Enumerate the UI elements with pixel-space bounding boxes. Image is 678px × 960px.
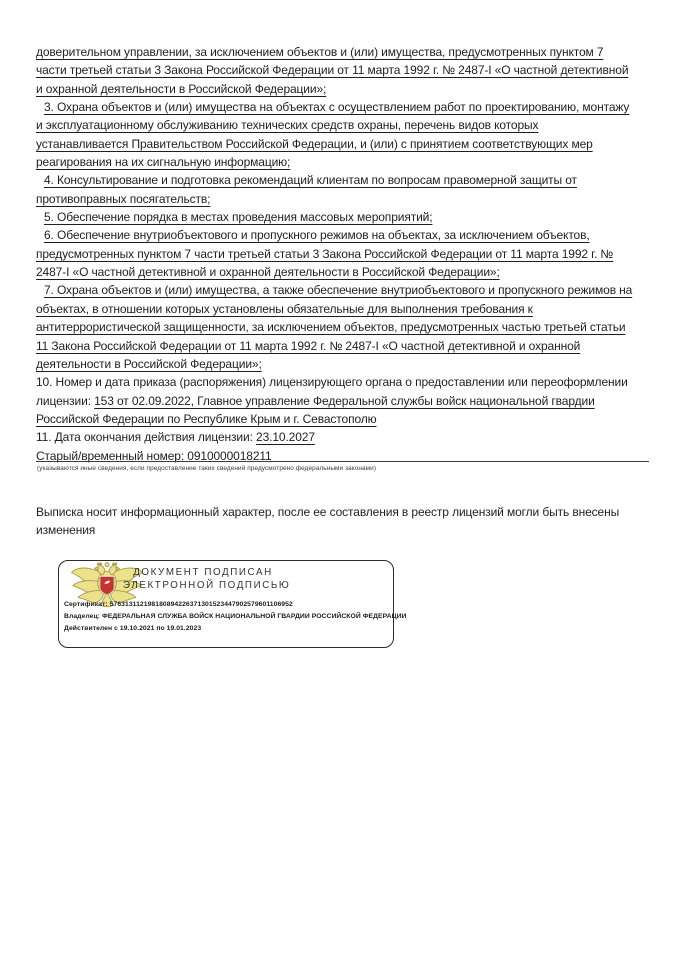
text-line [36,153,650,171]
text-segment: 10. Номер и дата приказа (распоряжения) лицензирующего органа о предоставлении или переоформлении [36,375,628,390]
field-underline-rule [36,461,649,462]
stamp-title-line2: ЭЛЕКТРОННОЙ ПОДПИСЬЮ [123,579,291,591]
text-line [36,410,650,428]
text-segment: предусмотренных пунктом 7 части третьей статьи 3 Закона Российской Федерации от 11 марта 1992 г. № [36,246,614,261]
text-line [36,447,650,465]
text-line [36,355,650,373]
text-segment: 4. Консультирование и подготовка рекомендаций клиентам по вопросам правомерной защиты от [44,173,577,188]
text-segment: 2487-I «О частной детективной и охранной деятельности в Российской Федерации»; [36,265,500,280]
text-line [36,116,650,134]
text-segment: Выписка носит информационный характер, после ее составления в реестр лицензий могли быть внесены [36,505,620,519]
document-lines [36,43,650,465]
text-segment: 11. Дата окончания действия лицензии: [36,430,257,445]
text-line [36,226,650,244]
text-line [36,318,650,336]
text-segment: и охранной деятельности в Российской Федерации»; [36,81,327,96]
electronic-signature-stamp [58,560,407,648]
text-line [36,98,650,116]
validity-text: Действителен с 19.10.2021 по 19.01.2023 [64,625,202,632]
text-segment: объектах, в отношении которых установлены обязательные для выполнения требования к [36,301,533,316]
text-segment: Российской Федерации по Республике Крым и г. Севастополю [36,411,377,426]
validity-line [64,623,390,635]
text-segment: 23.10.2027 [256,430,315,445]
text-line [36,80,650,98]
text-line [36,208,650,226]
text-segment: реагирования на их сигнальную информацию; [36,155,291,170]
text-segment: и эксплуатационному обслуживанию технических средств охраны, перечень видов которых [36,118,539,133]
text-line [36,281,650,299]
text-line [36,373,650,391]
text-segment: части третьей статьи 3 Закона Российской Федерации от 11 марта 1992 г. № 2487-I «О частной детективной [36,63,629,78]
text-line [36,503,650,521]
text-line [36,135,650,153]
owner-value: ФЕДЕРАЛЬНАЯ СЛУЖБА ВОЙСК НАЦИОНАЛЬНОЙ ГВАРДИИ РОССИЙСКОЙ ФЕДЕРАЦИИ [101,613,407,620]
text-line [36,43,650,61]
text-line [36,521,650,539]
text-segment: 6. Обеспечение внутриобъектового и пропускного режимов на объектах, за исключением объектов, [44,228,590,243]
text-line [36,300,650,318]
text-line [36,392,650,410]
text-segment: антитеррористической защищенности, за исключением объектов, предусмотренных частью третьей статьи [36,320,626,335]
text-segment: 3. Охрана объектов и (или) имущества на объектах с осуществлением работ по проектированию, монтажу [44,100,630,115]
text-segment: 7. Охрана объектов и (или) имущества, а также обеспечение внутриобъектового и пропускного режимов на [44,283,633,298]
certificate-label: Сертификат: [64,601,108,608]
text-line [36,190,650,208]
fine-print-caption: (указываются иные сведения, если предоставление таких сведений предусмотрено федеральными законами) [37,465,377,472]
owner-line [64,611,407,623]
text-segment: противоправных посягательств; [36,191,211,206]
text-line [36,61,650,79]
text-segment: лицензии: [36,393,95,408]
certificate-line [64,599,390,611]
owner-label: Владелец: [64,613,101,620]
text-line [36,245,650,263]
text-segment: доверительном управлении, за исключением объектов и (или) имущества, предусмотренных пунктом 7 [36,45,604,59]
text-line [36,263,650,281]
text-line [36,171,650,189]
text-line [36,428,650,446]
text-segment: изменения [36,523,96,538]
note-lines [36,503,650,540]
certificate-value: 576313112198180894226371301523447902579601106952 [109,601,293,608]
text-segment: устанавливается Правительством Российской Федерации, и (или) с принятием соответствующих мер [36,136,593,151]
text-segment: 153 от 02.09.2022, Главное управление Федеральной службы войск национальной гвардии [94,393,595,408]
text-segment: деятельности в Российской Федерации»; [36,356,262,371]
text-segment: 11 Закона Российской Федерации от 11 марта 1992 г. № 2487-I «О частной детективной и охранной [36,338,581,353]
stamp-info [64,599,407,635]
text-segment: 5. Обеспечение порядка в местах проведения массовых мероприятий; [44,210,433,225]
text-segment: Старый/временный номер: 0910000018211 [36,448,272,463]
text-line [36,337,650,355]
stamp-title [123,567,291,593]
stamp-title-line1: ДОКУМЕНТ ПОДПИСАН [133,567,273,578]
